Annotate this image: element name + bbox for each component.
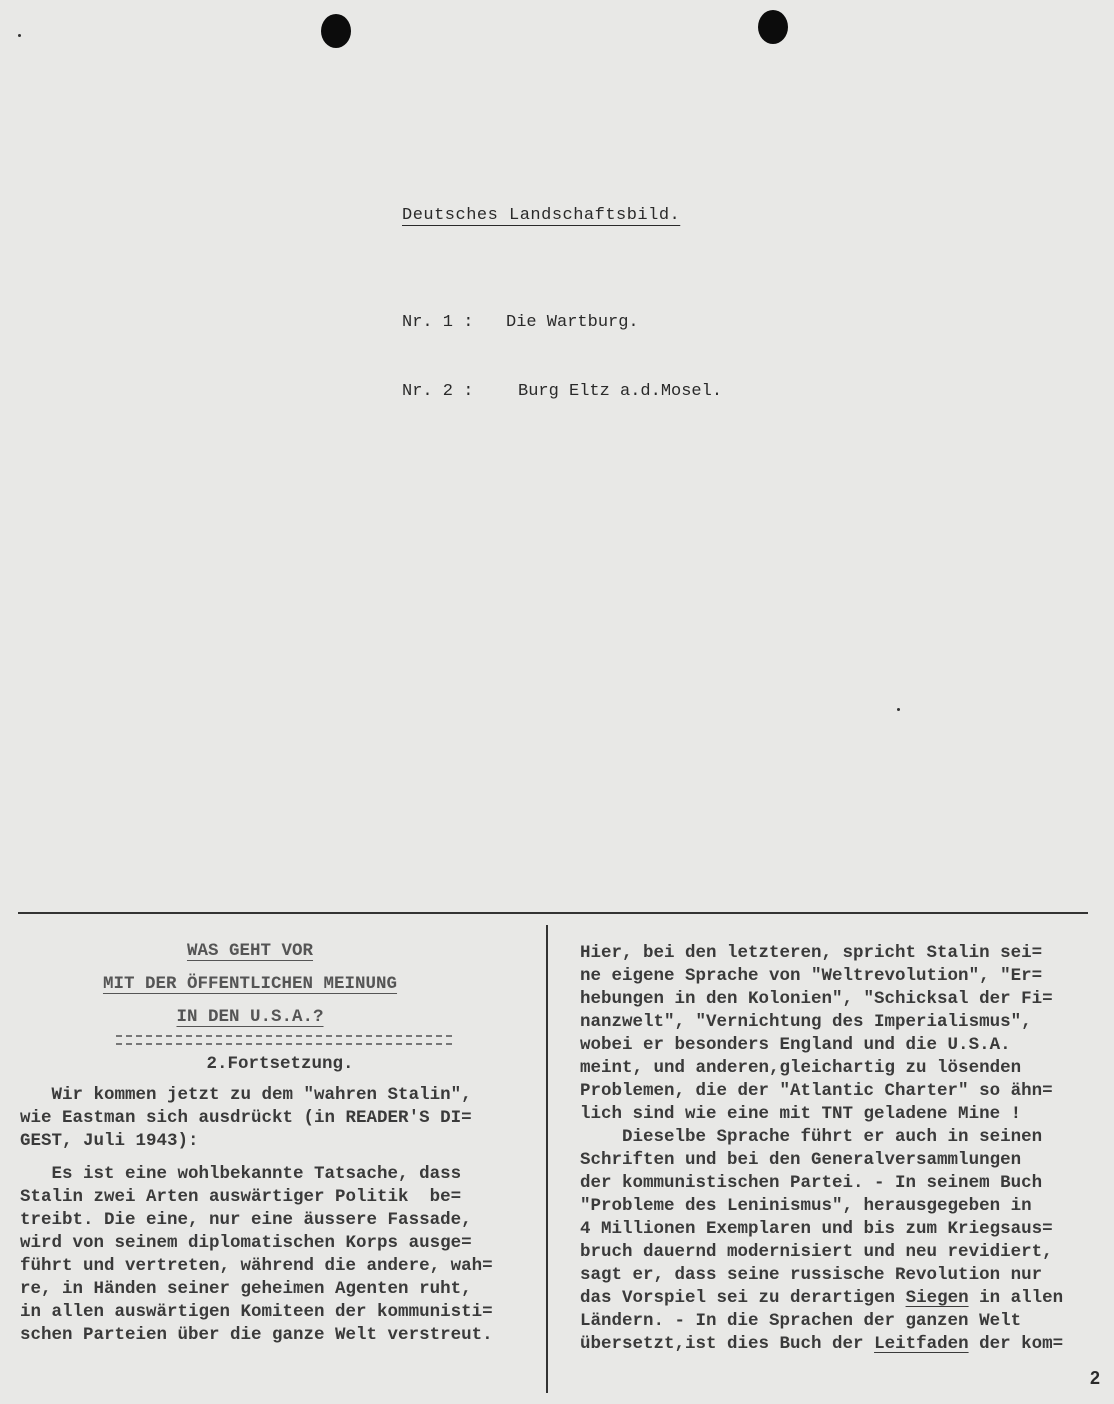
underlined-word: Leitfaden <box>874 1334 969 1354</box>
paragraph-gap <box>20 1153 530 1163</box>
text-line: Es ist eine wohlbekannte Tatsache, dass <box>20 1164 462 1184</box>
separator-line <box>116 1035 452 1045</box>
text-line: Dieselbe Sprache führt er auch in seinen <box>580 1127 1043 1147</box>
list-item <box>402 382 722 401</box>
text-line: wie Eastman sich ausdrückt (in READER'S DI= <box>20 1108 472 1128</box>
text-line: Ländern. - In die Sprachen der ganzen Welt <box>580 1311 1022 1331</box>
text-line: der kommunistischen Partei. - In seinem Buch <box>580 1173 1043 1193</box>
text-line: lich sind wie eine mit TNT geladene Mine ! <box>580 1104 1022 1124</box>
headline-line: WAS GEHT VOR <box>186 941 314 961</box>
text-line: Schriften und bei den Generalversammlungen <box>580 1150 1022 1170</box>
text-line: "Probleme des Leninismus", herausgegeben in <box>580 1196 1032 1216</box>
punch-hole-left <box>321 14 351 48</box>
text-line: Stalin zwei Arten auswärtiger Politik be= <box>20 1187 462 1207</box>
entry-text: Die Wartburg. <box>506 313 639 332</box>
text-line: bruch dauernd modernisiert und neu revidiert, <box>580 1242 1053 1262</box>
text-line: führt und vertreten, während die andere, wah= <box>20 1256 493 1276</box>
text-line: wobei er besonders England und die U.S.A. <box>580 1035 1011 1055</box>
underlined-word: Siegen <box>905 1288 969 1308</box>
list-item <box>402 313 639 332</box>
text-line: wird von seinem diplomatischen Korps ausge= <box>20 1233 472 1253</box>
speck <box>897 708 900 711</box>
column-divider <box>546 925 548 1393</box>
headline-line: IN DEN U.S.A.? <box>176 1007 324 1027</box>
article-right-column <box>580 942 1095 1356</box>
entry-number: Nr. 1 : <box>402 313 474 332</box>
text-line: nanzwelt", "Vernichtung des Imperialismus", <box>580 1012 1032 1032</box>
text-line: in allen auswärtigen Komiteen der kommunisti= <box>20 1302 493 1322</box>
headline-line: MIT DER ÖFFENTLICHEN MEINUNG <box>102 974 398 994</box>
text-line: sagt er, dass seine russische Revolution nur <box>580 1265 1043 1285</box>
horizontal-divider <box>18 912 1088 914</box>
page-title: Deutsches Landschaftsbild. <box>402 206 681 225</box>
article-left-column <box>20 940 530 1347</box>
text-line: treibt. Die eine, nur eine äussere Fassade, <box>20 1210 472 1230</box>
text-line: das Vorspiel sei zu derartigen Siegen in allen <box>580 1288 1064 1308</box>
speck <box>18 34 21 37</box>
entry-number: Nr. 2 : <box>402 382 474 401</box>
text-line: re, in Händen seiner geheimen Agenten ruht, <box>20 1279 472 1299</box>
text-line: meint, und anderen,gleichartig zu lösenden <box>580 1058 1022 1078</box>
entry-text: Burg Eltz a.d.Mosel. <box>518 382 723 401</box>
page-number: 2 <box>1090 1368 1101 1388</box>
text-line: Problemen, die der "Atlantic Charter" so ähn= <box>580 1081 1053 1101</box>
text-line: Hier, bei den letzteren, spricht Stalin sei= <box>580 943 1043 963</box>
text-line: Wir kommen jetzt zu dem "wahren Stalin", <box>20 1085 472 1105</box>
text-line: GEST, Juli 1943): <box>20 1131 199 1151</box>
text-line: übersetzt,ist dies Buch der Leitfaden der kom= <box>580 1334 1064 1354</box>
text-line: 4 Millionen Exemplaren und bis zum Kriegsaus= <box>580 1219 1053 1239</box>
text-line: ne eigene Sprache von "Weltrevolution", "Er= <box>580 966 1043 986</box>
punch-hole-right <box>758 10 788 44</box>
subheading: 2.Fortsetzung. <box>206 1054 354 1074</box>
text-line: schen Parteien über die ganze Welt verstreut. <box>20 1325 493 1345</box>
text-line: hebungen in den Kolonien", "Schicksal der Fi= <box>580 989 1053 1009</box>
